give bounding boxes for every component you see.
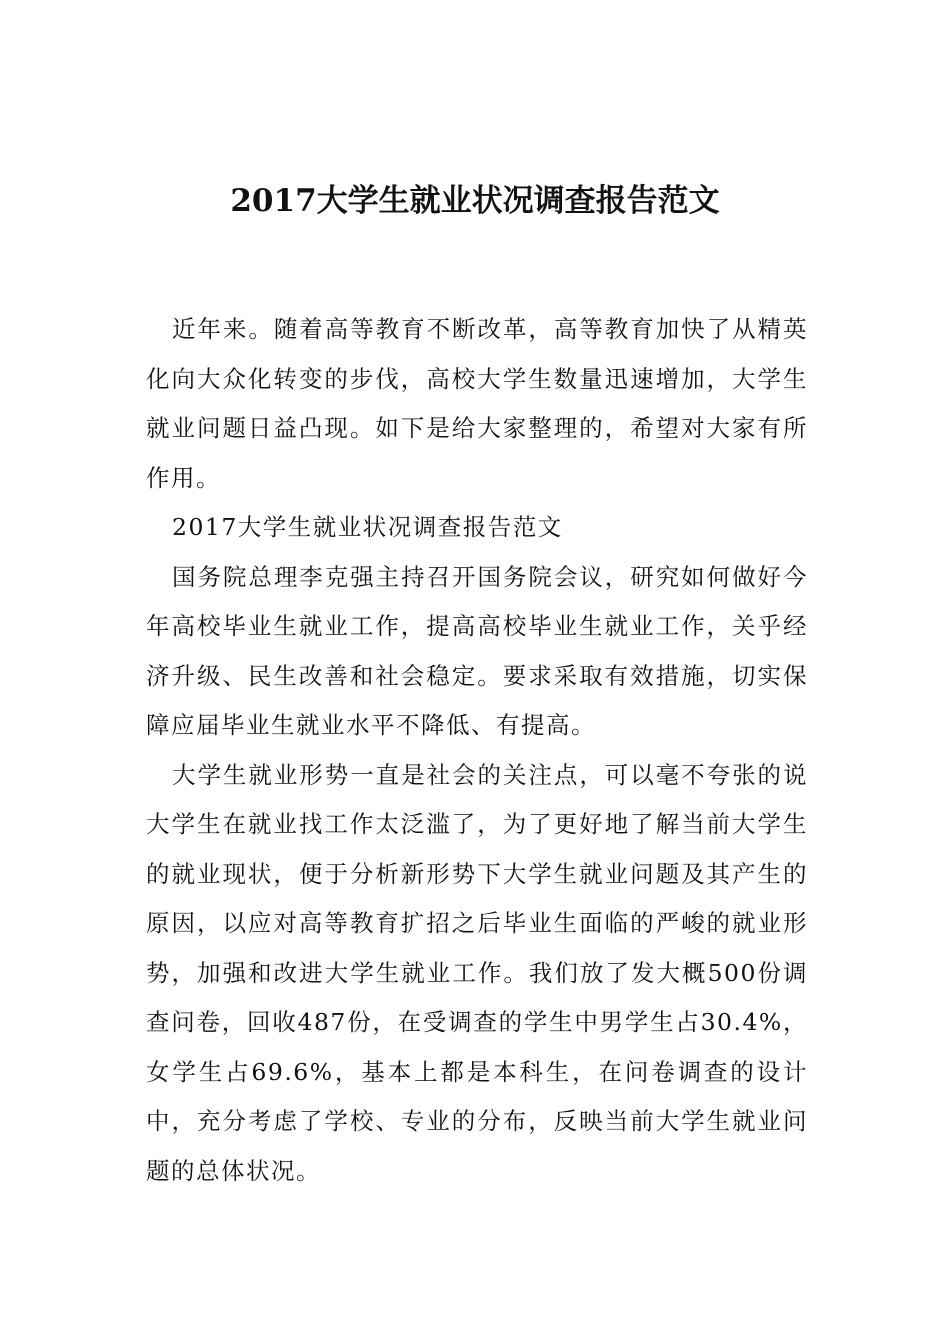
paragraph-subtitle: 2017大学生就业状况调查报告范文 [172, 513, 563, 541]
document-title: 2017大学生就业状况调查报告范文 [230, 183, 720, 219]
document-body [146, 305, 808, 1196]
paragraph-survey: 大学生就业形势一直是社会的关注点，可以毫不夸张的说大学生在就业找工作太泛滥了，为了更好地了解当前大学生的就业现状，便于分析新形势下大学生就业问题及其产生的原因，以应对高等教育扩招之后毕业生面临的严峻的就业形势，加强和改进大学生就业工作。我们放了发大概500份调查问卷，回收487份，在受调查的学生中男学生占30.4%，女学生占69.6%，基本上都是本科生，在问卷调查的设计中，充分考虑了学校、专业的分布，反映当前大学生就业问题的总体状况。 [146, 760, 808, 1185]
paragraph-state-council: 国务院总理李克强主持召开国务院会议，研究如何做好今年高校毕业生就业工作，提高高校毕业生就业工作，关乎经济升级、民生改善和社会稳定。要求采取有效措施，切实保障应届毕业生就业水平不降低、有提高。 [146, 562, 808, 739]
paragraph-intro: 近年来。随着高等教育不断改革，高等教育加快了从精英化向大众化转变的步伐，高校大学生数量迅速增加，大学生就业问题日益凸现。如下是给大家整理的，希望对大家有所作用。 [146, 315, 808, 492]
